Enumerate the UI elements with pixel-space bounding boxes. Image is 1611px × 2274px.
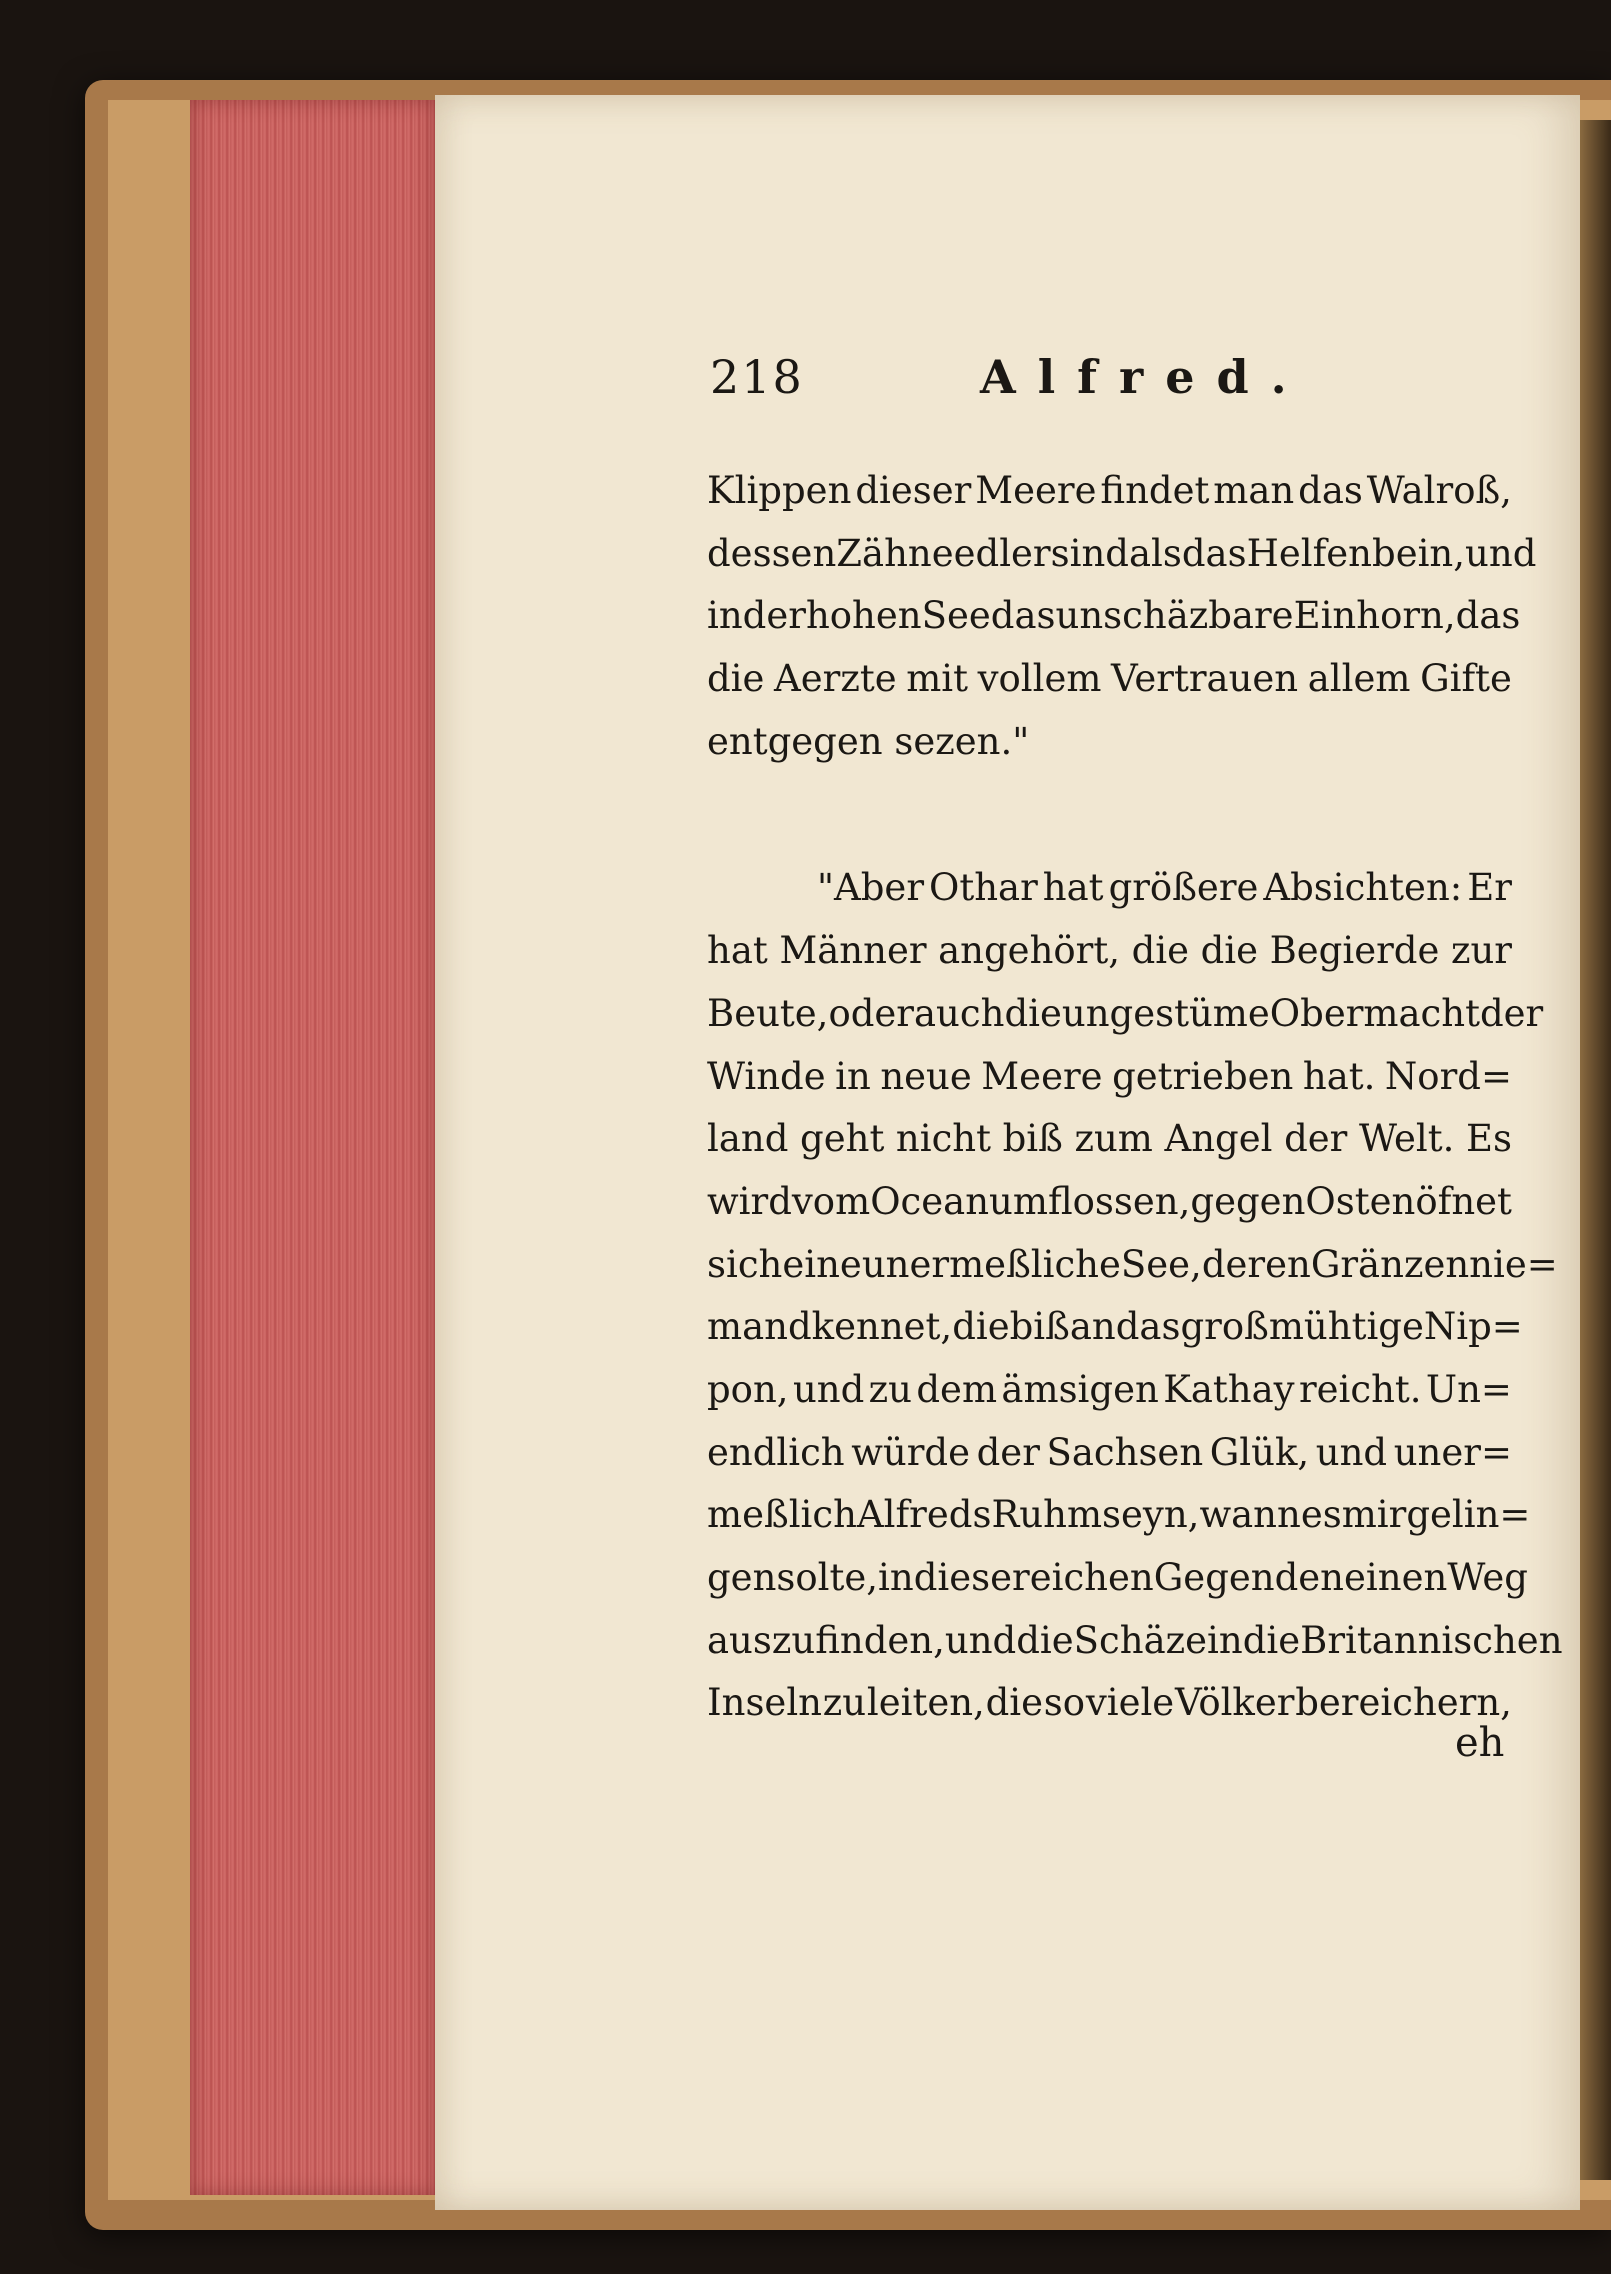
word: land — [707, 1117, 789, 1161]
word: biß — [1002, 1117, 1063, 1161]
text-line — [707, 920, 1512, 983]
word: wird — [707, 1179, 792, 1223]
word: dem — [916, 1367, 998, 1411]
word: der — [1284, 1117, 1348, 1161]
word: Gifte — [1420, 657, 1512, 701]
word: Britannischen — [1300, 1618, 1563, 1662]
word: Sachsen — [1046, 1430, 1204, 1474]
word: der — [742, 594, 806, 638]
word: kennet, — [811, 1305, 953, 1349]
word: die — [1016, 1618, 1074, 1662]
word: man — [1213, 469, 1295, 512]
word: umflossen, — [989, 1179, 1191, 1223]
word: das — [1115, 1305, 1181, 1349]
word: auch — [914, 991, 1005, 1035]
word: Ocean — [870, 1179, 990, 1223]
word: edler — [953, 531, 1051, 575]
word: sich — [707, 1242, 783, 1286]
text-line — [707, 1672, 1512, 1735]
word: Gränzen — [1310, 1242, 1470, 1286]
text-line — [707, 857, 1512, 920]
paragraph-1 — [707, 460, 1537, 773]
word: vollem — [977, 657, 1102, 701]
word: das — [1298, 469, 1363, 512]
word: Er — [1467, 866, 1512, 910]
word: deren — [1201, 1242, 1311, 1286]
text-line — [707, 1484, 1531, 1547]
word: Osten — [1305, 1179, 1416, 1223]
word: reichen — [1012, 1556, 1154, 1599]
word: gelin= — [1406, 1493, 1531, 1537]
word: und — [944, 1618, 1017, 1662]
word: diese — [913, 1556, 1013, 1599]
word: hat — [1042, 866, 1104, 910]
word: nie= — [1469, 1242, 1558, 1286]
word: Begierde — [1269, 929, 1440, 973]
word: unermeßliche — [861, 1242, 1121, 1286]
running-title: Alfred. — [980, 350, 1309, 404]
word: würde — [851, 1430, 971, 1474]
word: nicht — [895, 1117, 992, 1161]
page-header — [710, 350, 1510, 420]
word: und — [792, 1367, 865, 1411]
word: See — [921, 594, 991, 638]
word: das — [990, 594, 1056, 638]
word: Angel — [1164, 1117, 1273, 1161]
word: und — [1315, 1430, 1388, 1474]
word: die — [1131, 929, 1190, 973]
gutter — [1580, 120, 1611, 2180]
word: auszufinden, — [707, 1618, 945, 1662]
word: uner= — [1393, 1430, 1512, 1474]
word: Völker — [1175, 1681, 1295, 1725]
word: Ruhm — [991, 1493, 1103, 1537]
word: Nip= — [1423, 1305, 1523, 1349]
word: Alfreds — [856, 1493, 992, 1537]
word: sind — [1050, 531, 1129, 575]
text-line — [707, 1234, 1558, 1297]
word: Nord= — [1384, 1054, 1512, 1098]
word: Un= — [1425, 1367, 1512, 1411]
word: der — [976, 1430, 1040, 1474]
word: Helfenbein, — [1246, 531, 1466, 575]
word: an — [1069, 1305, 1116, 1349]
word: Zähne — [836, 531, 954, 575]
word: Winde — [707, 1054, 826, 1098]
text-line — [707, 648, 1512, 711]
word: getrieben — [1112, 1054, 1294, 1098]
word: Einhorn, — [1293, 594, 1456, 638]
word: in — [835, 1054, 871, 1098]
word: öfnet — [1415, 1179, 1512, 1223]
word: einen — [1344, 1556, 1448, 1599]
word: mit — [906, 657, 968, 701]
text-line — [707, 1610, 1563, 1673]
word: Schäze — [1073, 1618, 1208, 1662]
word: Weg — [1447, 1556, 1528, 1599]
word: biß — [1009, 1305, 1070, 1349]
text-line — [707, 1359, 1512, 1422]
word: Othar — [929, 866, 1038, 910]
word: Glük, — [1209, 1430, 1310, 1474]
word: Obermacht — [1269, 991, 1480, 1035]
word: die — [707, 657, 765, 701]
word: größere — [1108, 866, 1259, 910]
word: großmühtige — [1180, 1305, 1424, 1349]
paragraph-2 — [707, 857, 1563, 1735]
word: ungestüme — [1061, 991, 1270, 1035]
word: unschäzbare — [1055, 594, 1294, 638]
word: und — [1465, 531, 1537, 575]
word: See, — [1120, 1242, 1202, 1286]
word: der — [1479, 991, 1544, 1035]
word: wann — [1199, 1493, 1301, 1537]
word: Es — [1465, 1117, 1512, 1161]
word: in — [1207, 1618, 1243, 1662]
word: dessen — [707, 531, 837, 575]
word: Vertrauen — [1111, 657, 1299, 701]
word: in — [878, 1556, 914, 1599]
paragraph-gap — [707, 773, 1512, 857]
word: die — [952, 1305, 1010, 1349]
word: seyn, — [1102, 1493, 1200, 1537]
word: die — [1200, 929, 1259, 973]
word: zum — [1074, 1117, 1153, 1161]
word: eine — [782, 1242, 862, 1286]
word: vom — [791, 1179, 871, 1223]
body-text — [707, 460, 1563, 1735]
word: Aerzte — [774, 657, 897, 701]
word: Meere — [981, 1054, 1103, 1098]
text-line — [707, 1547, 1528, 1610]
text-line — [707, 1422, 1512, 1485]
word: leiten, — [866, 1681, 985, 1725]
word: geht — [800, 1117, 885, 1161]
word: die — [1004, 991, 1062, 1035]
text-line — [707, 1296, 1523, 1359]
text-line — [707, 983, 1544, 1046]
word: zu — [868, 1367, 912, 1411]
word: ämsigen — [1001, 1367, 1159, 1411]
word: pon, — [707, 1367, 789, 1411]
text-line — [707, 1046, 1512, 1109]
word: Männer — [779, 929, 927, 973]
word: reicht. — [1298, 1367, 1422, 1411]
text-line: entgegen sezen." — [707, 719, 1030, 763]
text-line — [707, 1108, 1512, 1171]
text-line — [707, 1171, 1512, 1234]
word: Klippen — [707, 469, 852, 512]
word: so — [1043, 1681, 1086, 1725]
word: gegen — [1190, 1179, 1306, 1223]
word: Beute, — [707, 991, 829, 1035]
word: hat. — [1302, 1054, 1376, 1098]
word: neue — [880, 1054, 972, 1098]
word: viele — [1085, 1681, 1175, 1725]
word: allem — [1307, 657, 1411, 701]
catchword: eh — [1455, 1720, 1505, 1766]
word: oder — [828, 991, 914, 1035]
text-line — [707, 585, 1521, 648]
word: solte, — [776, 1556, 879, 1599]
word: in — [707, 594, 743, 638]
word: gen — [707, 1556, 777, 1599]
word: mand — [707, 1305, 812, 1349]
word: meßlich — [707, 1493, 857, 1537]
text-line — [707, 523, 1537, 586]
word: bereichern, — [1295, 1681, 1512, 1725]
word: Welt. — [1358, 1117, 1455, 1161]
page-number: 218 — [710, 350, 804, 404]
page-edges — [190, 100, 435, 2195]
word: das — [1181, 531, 1247, 575]
word: "Aber — [817, 866, 925, 910]
word: das — [1455, 594, 1521, 638]
word: die — [985, 1681, 1044, 1725]
word: findet — [1100, 469, 1210, 512]
word: Meere — [975, 469, 1097, 512]
word: mir — [1341, 1493, 1407, 1537]
text-line — [707, 460, 1512, 523]
word: angehört, — [938, 929, 1121, 973]
word: zu — [822, 1681, 867, 1725]
word: Kathay — [1163, 1367, 1295, 1411]
word: hat — [707, 929, 768, 973]
word: hohen — [805, 594, 922, 638]
word: die — [1242, 1618, 1301, 1662]
word: Inseln — [707, 1681, 822, 1725]
word: Walroß, — [1366, 469, 1512, 512]
word: Gegenden — [1153, 1556, 1345, 1599]
word: dieser — [855, 469, 972, 512]
word: es — [1300, 1493, 1342, 1537]
word: endlich — [707, 1430, 845, 1474]
word: Absichten: — [1263, 866, 1463, 910]
word: zur — [1450, 929, 1512, 973]
word: als — [1128, 531, 1182, 575]
